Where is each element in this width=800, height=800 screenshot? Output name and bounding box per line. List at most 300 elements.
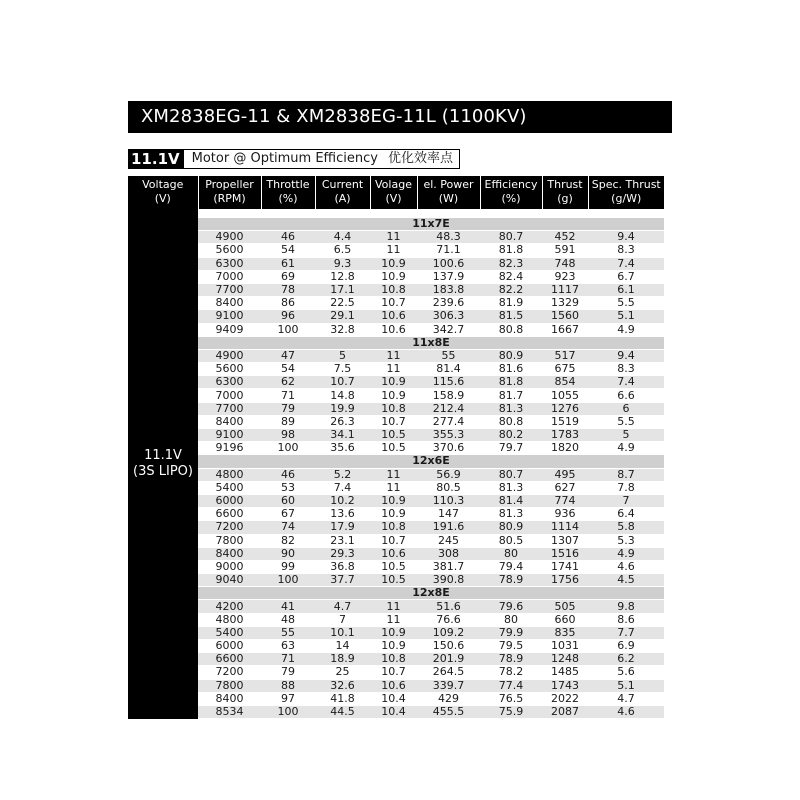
table-cell: 9.4	[588, 349, 664, 362]
table-cell: 55	[261, 626, 315, 639]
table-cell: 79.4	[480, 560, 542, 573]
table-cell: 34.1	[315, 429, 370, 442]
table-cell: 81.3	[480, 481, 542, 494]
table-cell: 44.5	[315, 705, 370, 718]
voltage-cell-line1: 11.1V	[144, 447, 182, 463]
table-cell: 60	[261, 494, 315, 507]
table-cell: 158.9	[417, 389, 480, 402]
table-row	[128, 600, 664, 613]
table-row	[128, 283, 664, 296]
table-cell: 5.3	[588, 534, 664, 547]
table-cell: 4900	[198, 231, 261, 244]
table-cell: 7.7	[588, 626, 664, 639]
table-cell: 82	[261, 534, 315, 547]
table-cell: 10.4	[370, 692, 417, 705]
table-cell: 8.3	[588, 244, 664, 257]
table-cell: 11	[370, 363, 417, 376]
table-cell: 239.6	[417, 297, 480, 310]
table-cell: 9.3	[315, 257, 370, 270]
table-row	[128, 468, 664, 481]
table-cell: 1031	[542, 640, 588, 653]
table-cell: 71	[261, 653, 315, 666]
propeller-label: 12x6E	[198, 455, 664, 468]
table-cell: 10.1	[315, 626, 370, 639]
table-cell: 23.1	[315, 534, 370, 547]
table-cell: 6000	[198, 640, 261, 653]
table-cell: 79.7	[480, 442, 542, 455]
table-cell: 76.5	[480, 692, 542, 705]
table-cell: 5.6	[588, 666, 664, 679]
table-cell: 96	[261, 310, 315, 323]
table-cell: 79.9	[480, 626, 542, 639]
table-cell: 80	[480, 547, 542, 560]
table-cell: 1276	[542, 402, 588, 415]
subtitle-box	[184, 149, 460, 169]
table-cell: 7	[315, 613, 370, 626]
table-cell: 22.5	[315, 297, 370, 310]
table-cell: 79.5	[480, 640, 542, 653]
table-row	[128, 429, 664, 442]
table-cell: 2087	[542, 705, 588, 718]
table-row	[128, 574, 664, 587]
table-cell: 10.9	[370, 640, 417, 653]
table-cell: 54	[261, 244, 315, 257]
table-cell: 7200	[198, 521, 261, 534]
spacer-row	[128, 209, 664, 218]
table-cell: 81.5	[480, 310, 542, 323]
table-cell: 591	[542, 244, 588, 257]
table-cell: 4.5	[588, 574, 664, 587]
performance-table	[128, 176, 664, 719]
table-cell: 854	[542, 376, 588, 389]
table-cell: 517	[542, 349, 588, 362]
table-cell: 6.1	[588, 283, 664, 296]
table-cell: 61	[261, 257, 315, 270]
table-cell: 82.2	[480, 283, 542, 296]
table-cell: 29.1	[315, 310, 370, 323]
table-cell: 6000	[198, 494, 261, 507]
table-cell: 11	[370, 600, 417, 613]
table-cell: 4.6	[588, 560, 664, 573]
table-cell: 67	[261, 508, 315, 521]
table-cell: 89	[261, 415, 315, 428]
table-cell: 11	[370, 468, 417, 481]
table-row	[128, 389, 664, 402]
table-cell: 183.8	[417, 283, 480, 296]
table-cell: 774	[542, 494, 588, 507]
table-cell: 495	[542, 468, 588, 481]
table-cell: 14	[315, 640, 370, 653]
table-cell: 80.7	[480, 468, 542, 481]
table-cell: 7800	[198, 679, 261, 692]
propeller-group-row	[128, 455, 664, 468]
table-cell: 452	[542, 231, 588, 244]
table-cell: 81.4	[480, 494, 542, 507]
table-cell: 10.8	[370, 402, 417, 415]
table-cell: 11	[370, 244, 417, 257]
table-cell: 10.7	[370, 415, 417, 428]
propeller-label: 11x7E	[198, 218, 664, 231]
voltage-badge: 11.1V	[128, 149, 184, 169]
table-cell: 81.8	[480, 376, 542, 389]
subtitle-text-cn: 优化效率点	[387, 151, 453, 166]
table-cell: 6300	[198, 257, 261, 270]
table-row	[128, 692, 664, 705]
table-cell: 9.8	[588, 600, 664, 613]
table-cell: 53	[261, 481, 315, 494]
table-row	[128, 521, 664, 534]
table-cell: 7700	[198, 402, 261, 415]
table-cell: 11	[370, 231, 417, 244]
table-cell: 78	[261, 283, 315, 296]
table-row	[128, 705, 664, 718]
table-cell: 41	[261, 600, 315, 613]
table-cell: 10.9	[370, 376, 417, 389]
table-cell: 81.3	[480, 402, 542, 415]
table-cell: 26.3	[315, 415, 370, 428]
table-cell: 10.7	[370, 297, 417, 310]
table-cell: 212.4	[417, 402, 480, 415]
table-cell: 10.8	[370, 653, 417, 666]
table-cell: 5600	[198, 363, 261, 376]
table-cell: 79	[261, 402, 315, 415]
table-cell: 10.7	[315, 376, 370, 389]
table-cell: 264.5	[417, 666, 480, 679]
table-cell: 7.5	[315, 363, 370, 376]
table-cell: 78.9	[480, 653, 542, 666]
table-cell: 1485	[542, 666, 588, 679]
table-cell: 35.6	[315, 442, 370, 455]
header-spec-thrust: Spec. Thrust (g/W)	[588, 176, 664, 209]
table-cell: 115.6	[417, 376, 480, 389]
table-cell: 4.7	[588, 692, 664, 705]
table-cell: 10.5	[370, 429, 417, 442]
table-cell: 4.9	[588, 442, 664, 455]
table-cell: 10.9	[370, 257, 417, 270]
table-cell: 5.8	[588, 521, 664, 534]
table-cell: 13.6	[315, 508, 370, 521]
header-el-power: el. Power (W)	[417, 176, 480, 209]
table-cell: 100.6	[417, 257, 480, 270]
table-cell: 46	[261, 468, 315, 481]
table-cell: 5400	[198, 626, 261, 639]
table-cell: 25	[315, 666, 370, 679]
table-cell: 55	[417, 349, 480, 362]
header-propeller: Propeller (RPM)	[198, 176, 261, 209]
table-cell: 10.9	[370, 508, 417, 521]
table-cell: 675	[542, 363, 588, 376]
table-cell: 10.9	[370, 494, 417, 507]
table-cell: 4.9	[588, 547, 664, 560]
table-cell: 390.8	[417, 574, 480, 587]
table-cell: 7	[588, 494, 664, 507]
table-cell: 1114	[542, 521, 588, 534]
table-cell: 1055	[542, 389, 588, 402]
table-cell: 10.8	[370, 283, 417, 296]
table-cell: 5	[315, 349, 370, 362]
table-cell: 1667	[542, 323, 588, 336]
table-row	[128, 415, 664, 428]
table-cell: 79.6	[480, 600, 542, 613]
table-cell: 10.5	[370, 442, 417, 455]
table-row	[128, 270, 664, 283]
table-cell: 47	[261, 349, 315, 362]
table-cell: 48.3	[417, 231, 480, 244]
table-cell: 17.9	[315, 521, 370, 534]
table-cell: 80	[480, 613, 542, 626]
table-cell: 109.2	[417, 626, 480, 639]
table-cell: 342.7	[417, 323, 480, 336]
table-cell: 7.4	[588, 376, 664, 389]
table-cell: 308	[417, 547, 480, 560]
table-cell: 4.4	[315, 231, 370, 244]
table-row	[128, 508, 664, 521]
table-cell: 137.9	[417, 270, 480, 283]
table-cell: 80.2	[480, 429, 542, 442]
table-cell: 76.6	[417, 613, 480, 626]
table-cell: 835	[542, 626, 588, 639]
table-cell: 245	[417, 534, 480, 547]
table-cell: 75.9	[480, 705, 542, 718]
table-row	[128, 560, 664, 573]
table-cell: 1741	[542, 560, 588, 573]
table-cell: 7000	[198, 270, 261, 283]
table-cell: 100	[261, 705, 315, 718]
table-cell: 37.7	[315, 574, 370, 587]
table-row	[128, 481, 664, 494]
table-cell: 10.4	[370, 705, 417, 718]
table-cell: 455.5	[417, 705, 480, 718]
table-row	[128, 231, 664, 244]
table-row	[128, 547, 664, 560]
table-cell: 32.6	[315, 679, 370, 692]
table-cell: 277.4	[417, 415, 480, 428]
table-cell: 9000	[198, 560, 261, 573]
table-cell: 2022	[542, 692, 588, 705]
table-cell: 8400	[198, 415, 261, 428]
table-cell: 5.5	[588, 415, 664, 428]
table-cell: 81.8	[480, 244, 542, 257]
table-cell: 10.6	[370, 679, 417, 692]
table-cell: 8534	[198, 705, 261, 718]
table-cell: 1756	[542, 574, 588, 587]
header-efficiency: Efficiency (%)	[480, 176, 542, 209]
table-cell: 88	[261, 679, 315, 692]
propeller-label: 11x8E	[198, 336, 664, 349]
table-cell: 80.5	[480, 534, 542, 547]
table-cell: 10.7	[370, 666, 417, 679]
table-row	[128, 244, 664, 257]
table-cell: 5.1	[588, 310, 664, 323]
table-cell: 1820	[542, 442, 588, 455]
table-cell: 8400	[198, 547, 261, 560]
table-cell: 9040	[198, 574, 261, 587]
table-row	[128, 257, 664, 270]
table-cell: 10.2	[315, 494, 370, 507]
table-cell: 4900	[198, 349, 261, 362]
table-cell: 10.5	[370, 560, 417, 573]
table-row	[128, 494, 664, 507]
table-cell: 99	[261, 560, 315, 573]
table-cell: 6.7	[588, 270, 664, 283]
table-cell: 86	[261, 297, 315, 310]
table-cell: 6.6	[588, 389, 664, 402]
table-cell: 81.3	[480, 508, 542, 521]
table-cell: 10.7	[370, 534, 417, 547]
table-cell: 10.5	[370, 574, 417, 587]
table-cell: 1117	[542, 283, 588, 296]
table-cell: 9.4	[588, 231, 664, 244]
table-row	[128, 626, 664, 639]
table-cell: 7800	[198, 534, 261, 547]
header-current: Current (A)	[315, 176, 370, 209]
table-cell: 11	[370, 613, 417, 626]
table-cell: 100	[261, 323, 315, 336]
table-cell: 18.9	[315, 653, 370, 666]
table-cell: 80.8	[480, 323, 542, 336]
table-cell: 10.6	[370, 323, 417, 336]
table-cell: 339.7	[417, 679, 480, 692]
table-cell: 5400	[198, 481, 261, 494]
table-cell: 150.6	[417, 640, 480, 653]
table-cell: 80.9	[480, 349, 542, 362]
table-cell: 81.7	[480, 389, 542, 402]
table-cell: 8.7	[588, 468, 664, 481]
table-cell: 80.5	[417, 481, 480, 494]
table-cell: 8400	[198, 297, 261, 310]
table-cell: 110.3	[417, 494, 480, 507]
table-cell: 46	[261, 231, 315, 244]
table-cell: 6600	[198, 508, 261, 521]
table-cell: 4800	[198, 468, 261, 481]
table-cell: 14.8	[315, 389, 370, 402]
table-row	[128, 363, 664, 376]
table-row	[128, 534, 664, 547]
subtitle-bar	[128, 149, 460, 169]
table-cell: 306.3	[417, 310, 480, 323]
table-cell: 79	[261, 666, 315, 679]
table-cell: 11	[370, 481, 417, 494]
table-cell: 98	[261, 429, 315, 442]
table-cell: 90	[261, 547, 315, 560]
table-body	[128, 209, 664, 719]
table-cell: 41.8	[315, 692, 370, 705]
header-throttle: Throttle (%)	[261, 176, 315, 209]
table-cell: 5.1	[588, 679, 664, 692]
table-cell: 81.6	[480, 363, 542, 376]
table-cell: 1560	[542, 310, 588, 323]
table-cell: 6.4	[588, 508, 664, 521]
table-cell: 923	[542, 270, 588, 283]
table-cell: 78.2	[480, 666, 542, 679]
table-cell: 6.9	[588, 640, 664, 653]
table-row	[128, 349, 664, 362]
table-cell: 11	[370, 349, 417, 362]
propeller-label: 12x8E	[198, 587, 664, 600]
propeller-group-row	[128, 587, 664, 600]
table-cell: 4200	[198, 600, 261, 613]
table-cell: 80.7	[480, 231, 542, 244]
table-cell: 7.4	[588, 257, 664, 270]
table-cell: 54	[261, 363, 315, 376]
table-cell: 9409	[198, 323, 261, 336]
table-row	[128, 640, 664, 653]
table-cell: 6.5	[315, 244, 370, 257]
table-cell: 370.6	[417, 442, 480, 455]
table-cell: 7.4	[315, 481, 370, 494]
table-row	[128, 679, 664, 692]
table-cell: 36.8	[315, 560, 370, 573]
table-cell: 201.9	[417, 653, 480, 666]
table-cell: 81.9	[480, 297, 542, 310]
table-cell: 5600	[198, 244, 261, 257]
table-cell: 1519	[542, 415, 588, 428]
table-cell: 82.3	[480, 257, 542, 270]
table-cell: 8400	[198, 692, 261, 705]
table-row	[128, 323, 664, 336]
table-cell: 4.9	[588, 323, 664, 336]
table-cell: 1307	[542, 534, 588, 547]
header-volage: Volage (V)	[370, 176, 417, 209]
subtitle-text: Motor @ Optimum Efficiency	[191, 151, 378, 166]
table-cell: 81.4	[417, 363, 480, 376]
table-cell: 9196	[198, 442, 261, 455]
table-cell: 505	[542, 600, 588, 613]
table-cell: 1743	[542, 679, 588, 692]
header-voltage: Voltage (V)	[128, 176, 198, 209]
table-cell: 63	[261, 640, 315, 653]
propeller-group-row	[128, 218, 664, 231]
propeller-group-row	[128, 336, 664, 349]
table-cell: 8.3	[588, 363, 664, 376]
table-cell: 32.8	[315, 323, 370, 336]
table-cell: 6	[588, 402, 664, 415]
table-cell: 10.6	[370, 310, 417, 323]
table-row	[128, 653, 664, 666]
table-cell: 8.6	[588, 613, 664, 626]
voltage-cell-line2: (3S LIPO)	[133, 463, 193, 479]
table-cell: 7200	[198, 666, 261, 679]
table-cell: 9100	[198, 310, 261, 323]
table-cell: 429	[417, 692, 480, 705]
table-cell: 4800	[198, 613, 261, 626]
table-cell: 147	[417, 508, 480, 521]
table-cell: 7000	[198, 389, 261, 402]
table-row	[128, 297, 664, 310]
table-row	[128, 613, 664, 626]
table-cell: 62	[261, 376, 315, 389]
table-cell: 12.8	[315, 270, 370, 283]
table-cell: 10.9	[370, 389, 417, 402]
voltage-cell	[128, 209, 198, 719]
table-row	[128, 666, 664, 679]
table-cell: 627	[542, 481, 588, 494]
table-cell: 4.7	[315, 600, 370, 613]
table-cell: 6600	[198, 653, 261, 666]
table-cell: 19.9	[315, 402, 370, 415]
table-cell: 1248	[542, 653, 588, 666]
table-cell: 100	[261, 574, 315, 587]
table-cell: 74	[261, 521, 315, 534]
table-cell: 1516	[542, 547, 588, 560]
table-cell: 6.2	[588, 653, 664, 666]
header-thrust: Thrust (g)	[542, 176, 588, 209]
table-cell: 1329	[542, 297, 588, 310]
header-row	[128, 176, 664, 209]
table-cell: 5	[588, 429, 664, 442]
table-cell: 80.8	[480, 415, 542, 428]
table-cell: 4.6	[588, 705, 664, 718]
